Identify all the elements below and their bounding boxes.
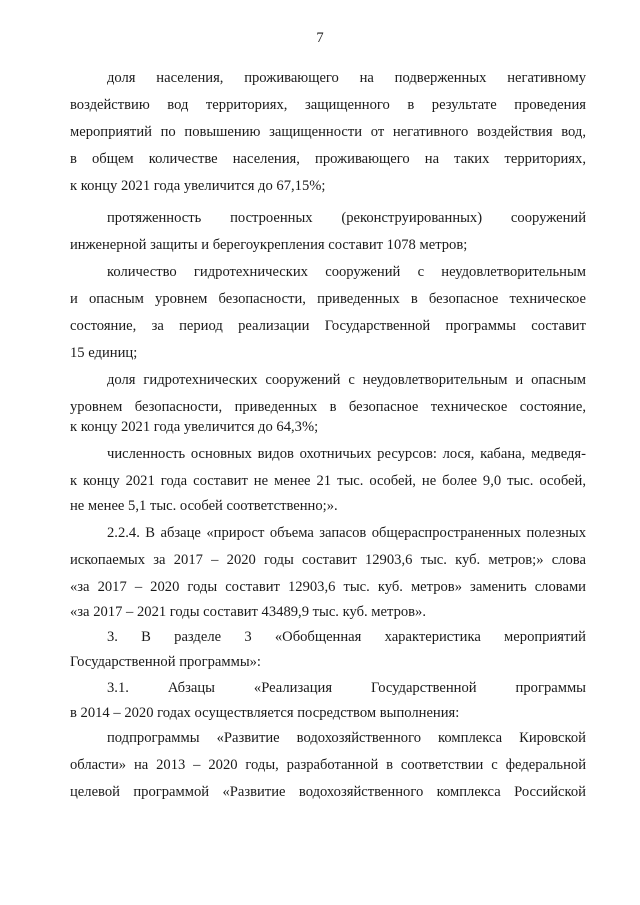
text-line: в общем количестве населения, проживающего на таких территориях, — [70, 151, 586, 167]
text-line: к концу 2021 года увеличится до 64,3%; — [70, 419, 319, 435]
text-line: к концу 2021 года увеличится до 67,15%; — [70, 178, 326, 194]
text-line: и опасным уровнем безопасности, приведенных в безопасное техническое — [70, 291, 586, 307]
text-line: подпрограммы «Развитие водохозяйственного комплекса Кировской — [107, 730, 586, 746]
page-number: 7 — [316, 30, 324, 46]
text-line: 15 единиц; — [70, 345, 138, 361]
text-line: уровнем безопасности, приведенных в безопасное техническое состояние, — [70, 399, 586, 415]
text-line: численность основных видов охотничьих ресурсов: лося, кабана, медведя- — [107, 446, 586, 462]
text-line: к концу 2021 года составит не менее 21 тыс. особей, не более 9,0 тыс. особей, — [70, 473, 586, 489]
text-line: ископаемых за 2017 – 2020 годы составит 12903,6 тыс. куб. метров;» слова — [70, 552, 586, 568]
text-line: инженерной защиты и берегоукрепления составит 1078 метров; — [70, 237, 468, 253]
text-line: воздействию вод территориях, защищенного в результате проведения — [70, 97, 586, 113]
text-line: протяженность построенных (реконструированных) сооружений — [107, 210, 586, 226]
text-line: 3.1. Абзацы «Реализация Государственной программы — [107, 680, 586, 696]
text-line: в 2014 – 2020 годах осуществляется посредством выполнения: — [70, 705, 460, 721]
text-line: мероприятий по повышению защищенности от негативного воздействия вод, — [70, 124, 586, 140]
text-line: состояние, за период реализации Государственной программы составит — [70, 318, 586, 334]
text-line: «за 2017 – 2021 годы составит 43489,9 тыс. куб. метров». — [70, 604, 427, 620]
text-line: доля населения, проживающего на подверженных негативному — [107, 70, 586, 86]
text-line: доля гидротехнических сооружений с неудовлетворительным и опасным — [107, 372, 586, 388]
text-line: 3. В разделе 3 «Обобщенная характеристика мероприятий — [107, 629, 586, 645]
text-line: количество гидротехнических сооружений с неудовлетворительным — [107, 264, 586, 280]
text-line: области» на 2013 – 2020 годы, разработанной в соответствии с федеральной — [70, 757, 586, 773]
text-line: 2.2.4. В абзаце «прирост объема запасов общераспространенных полезных — [107, 525, 586, 541]
text-line: «за 2017 – 2020 годы составит 12903,6 тыс. куб. метров» заменить словами — [70, 579, 586, 595]
text-line: не менее 5,1 тыс. особей соответственно;». — [70, 498, 338, 514]
text-line: Государственной программы»: — [70, 654, 261, 670]
text-line: целевой программой «Развитие водохозяйственного комплекса Российской — [70, 784, 586, 800]
